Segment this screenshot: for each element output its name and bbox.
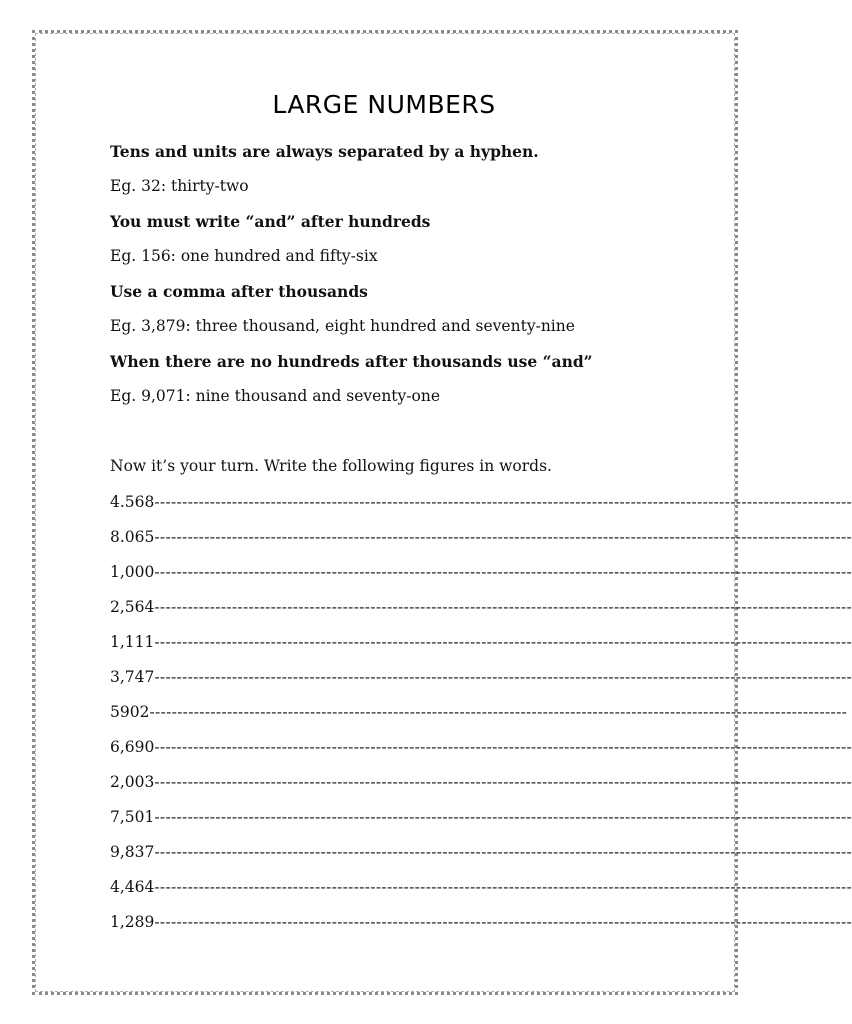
answer-line[interactable]: ------------------------------------------------------------------------------------------------------------------------------	[154, 878, 852, 896]
exercise-number: 3,747	[110, 668, 155, 686]
exercise-row	[110, 563, 852, 581]
instruction: Now it’s your turn. Write the following figures in words.	[110, 457, 552, 475]
exercise-row	[110, 843, 852, 861]
exercise-number: 1,289	[110, 913, 155, 931]
rule-1: Tens and units are always separated by a hyphen.	[110, 142, 539, 161]
answer-line[interactable]: ------------------------------------------------------------------------------------------------------------------------------	[154, 843, 852, 861]
example-2: Eg. 156: one hundred and fifty-six	[110, 247, 378, 265]
exercise-row	[110, 633, 852, 651]
exercise-number: 9,837	[110, 843, 155, 861]
exercise-row	[110, 493, 852, 511]
exercise-number: 4.568	[110, 493, 155, 511]
exercise-number: 2,564	[110, 598, 155, 616]
answer-line[interactable]: ------------------------------------------------------------------------------------------------------------------------------	[154, 633, 852, 651]
answer-line[interactable]: ------------------------------------------------------------------------------------------------------------------------------	[154, 598, 852, 616]
exercise-number: 4,464	[110, 878, 155, 896]
exercise-row	[110, 808, 852, 826]
exercise-number: 8.065	[110, 528, 155, 546]
exercise-row	[110, 878, 852, 896]
answer-line[interactable]: ------------------------------------------------------------------------------------------------------------------------------	[154, 738, 852, 756]
rule-3: Use a comma after thousands	[110, 282, 368, 301]
answer-line[interactable]: ------------------------------------------------------------------------------------------------------------------------------	[154, 773, 852, 791]
exercise-number: 1,000	[110, 563, 155, 581]
worksheet-title: LARGE NUMBERS	[272, 90, 496, 119]
exercise-row	[110, 598, 852, 616]
answer-line[interactable]: ------------------------------------------------------------------------------------------------------------------------------	[154, 493, 852, 511]
exercise-row	[110, 668, 852, 686]
exercise-row	[110, 913, 852, 931]
exercise-number: 5902	[110, 703, 150, 721]
exercise-number: 7,501	[110, 808, 155, 826]
exercise-row	[110, 703, 848, 721]
exercise-number: 2,003	[110, 773, 155, 791]
exercise-row	[110, 738, 852, 756]
exercise-number: 1,111	[110, 633, 155, 651]
exercise-row	[110, 528, 852, 546]
exercise-row	[110, 773, 852, 791]
answer-line[interactable]: ------------------------------------------------------------------------------------------------------------------------------	[154, 913, 852, 931]
answer-line[interactable]: ------------------------------------------------------------------------------------------------------------------------------	[154, 808, 852, 826]
answer-line[interactable]: ------------------------------------------------------------------------------------------------------------------------------	[154, 563, 852, 581]
answer-line[interactable]: ------------------------------------------------------------------------------------------------------------------------------	[154, 528, 852, 546]
rule-4: When there are no hundreds after thousands use “and”	[110, 352, 593, 371]
example-4: Eg. 9,071: nine thousand and seventy-one	[110, 387, 441, 405]
example-3: Eg. 3,879: three thousand, eight hundred and seventy-nine	[110, 317, 575, 335]
example-1: Eg. 32: thirty-two	[110, 177, 249, 195]
answer-line[interactable]: ------------------------------------------------------------------------------------------------------------------------------	[154, 668, 852, 686]
rule-2: You must write “and” after hundreds	[110, 212, 431, 231]
answer-line[interactable]: ------------------------------------------------------------------------------------------------------------------------------	[149, 703, 848, 721]
exercise-number: 6,690	[110, 738, 155, 756]
